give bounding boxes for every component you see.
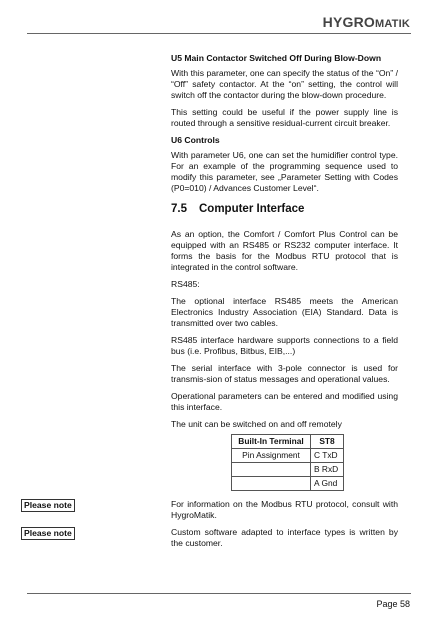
table-row: [232, 449, 344, 463]
terminal-table: [231, 434, 344, 491]
note-modbus: [24, 499, 398, 521]
s75-rs485-label: RS485:: [171, 279, 200, 289]
footer-rule: [27, 593, 411, 594]
header-rule: [27, 33, 411, 34]
section-7-5-heading: [171, 204, 398, 215]
s75-paragraph-7: The unit can be switched on and off remotely: [171, 419, 342, 429]
s75-paragraph-6: Operational parameters can be entered and modified using this interface.: [171, 391, 398, 412]
please-note-badge: Please note: [21, 499, 75, 512]
note-text: For information on the Modbus RTU protocol, consult with HygroMatik.: [171, 499, 398, 520]
note-custom-software: [24, 527, 398, 549]
pin-value: A Gnd: [311, 477, 344, 491]
note-text: Custom software adapted to interface types is written by the customer.: [171, 527, 398, 548]
section-number: 7.5: [171, 203, 187, 215]
empty-cell: [232, 463, 311, 477]
terminal-header-right: ST8: [311, 435, 344, 449]
s75-paragraph-5: The serial interface with 3-pole connector is used for transmis-sion of status messages and operational values.: [171, 363, 398, 384]
u5-paragraph-2: This setting could be useful if the power supply line is routed through a sensitive residual-current circuit breaker.: [171, 107, 398, 128]
table-row: [232, 477, 344, 491]
empty-cell: [232, 477, 311, 491]
u5-paragraph-1: With this parameter, one can specify the status of the “On” / “Off” safety contactor. At the “on” setting, the control will switch off the contactor during the blow-down procedure.: [171, 68, 398, 100]
section-title: Computer Interface: [199, 203, 305, 215]
page-content: [24, 53, 398, 555]
hygromatik-logo: HYGROMATIK: [322, 14, 410, 30]
s75-paragraph-1: As an option, the Comfort / Comfort Plus Control can be equipped with an RS485 or RS232 computer interface. It forms the basis for the Modbus RTU protocol that is integrated in the control software.: [171, 229, 398, 272]
pin-value: C TxD: [311, 449, 344, 463]
please-note-badge: Please note: [21, 527, 75, 540]
terminal-header-left: Built-In Terminal: [232, 435, 311, 449]
pin-assignment-label: Pin Assignment: [232, 449, 311, 463]
s75-paragraph-3: The optional interface RS485 meets the American Electronics Industry Association (EIA) Standard. Data is transmitted over two cables.: [171, 296, 398, 328]
u6-heading: U6 Controls: [171, 135, 220, 145]
table-row: [232, 463, 344, 477]
terminal-table-header: [232, 435, 344, 449]
pin-value: B RxD: [311, 463, 344, 477]
u6-paragraph-1: With parameter U6, one can set the humidifier control type. For an example of the programming sequence used to modify this parameter, see „Parameter Setting with Codes (P0=010) / Advances Customer Level“.: [171, 150, 398, 193]
s75-paragraph-4: RS485 interface hardware supports connections to a field bus (i.e. Profibus, Bitbus, EIB,...): [171, 335, 398, 356]
page-number: Page 58: [376, 599, 410, 609]
u5-heading: U5 Main Contactor Switched Off During Blow-Down: [171, 53, 382, 63]
